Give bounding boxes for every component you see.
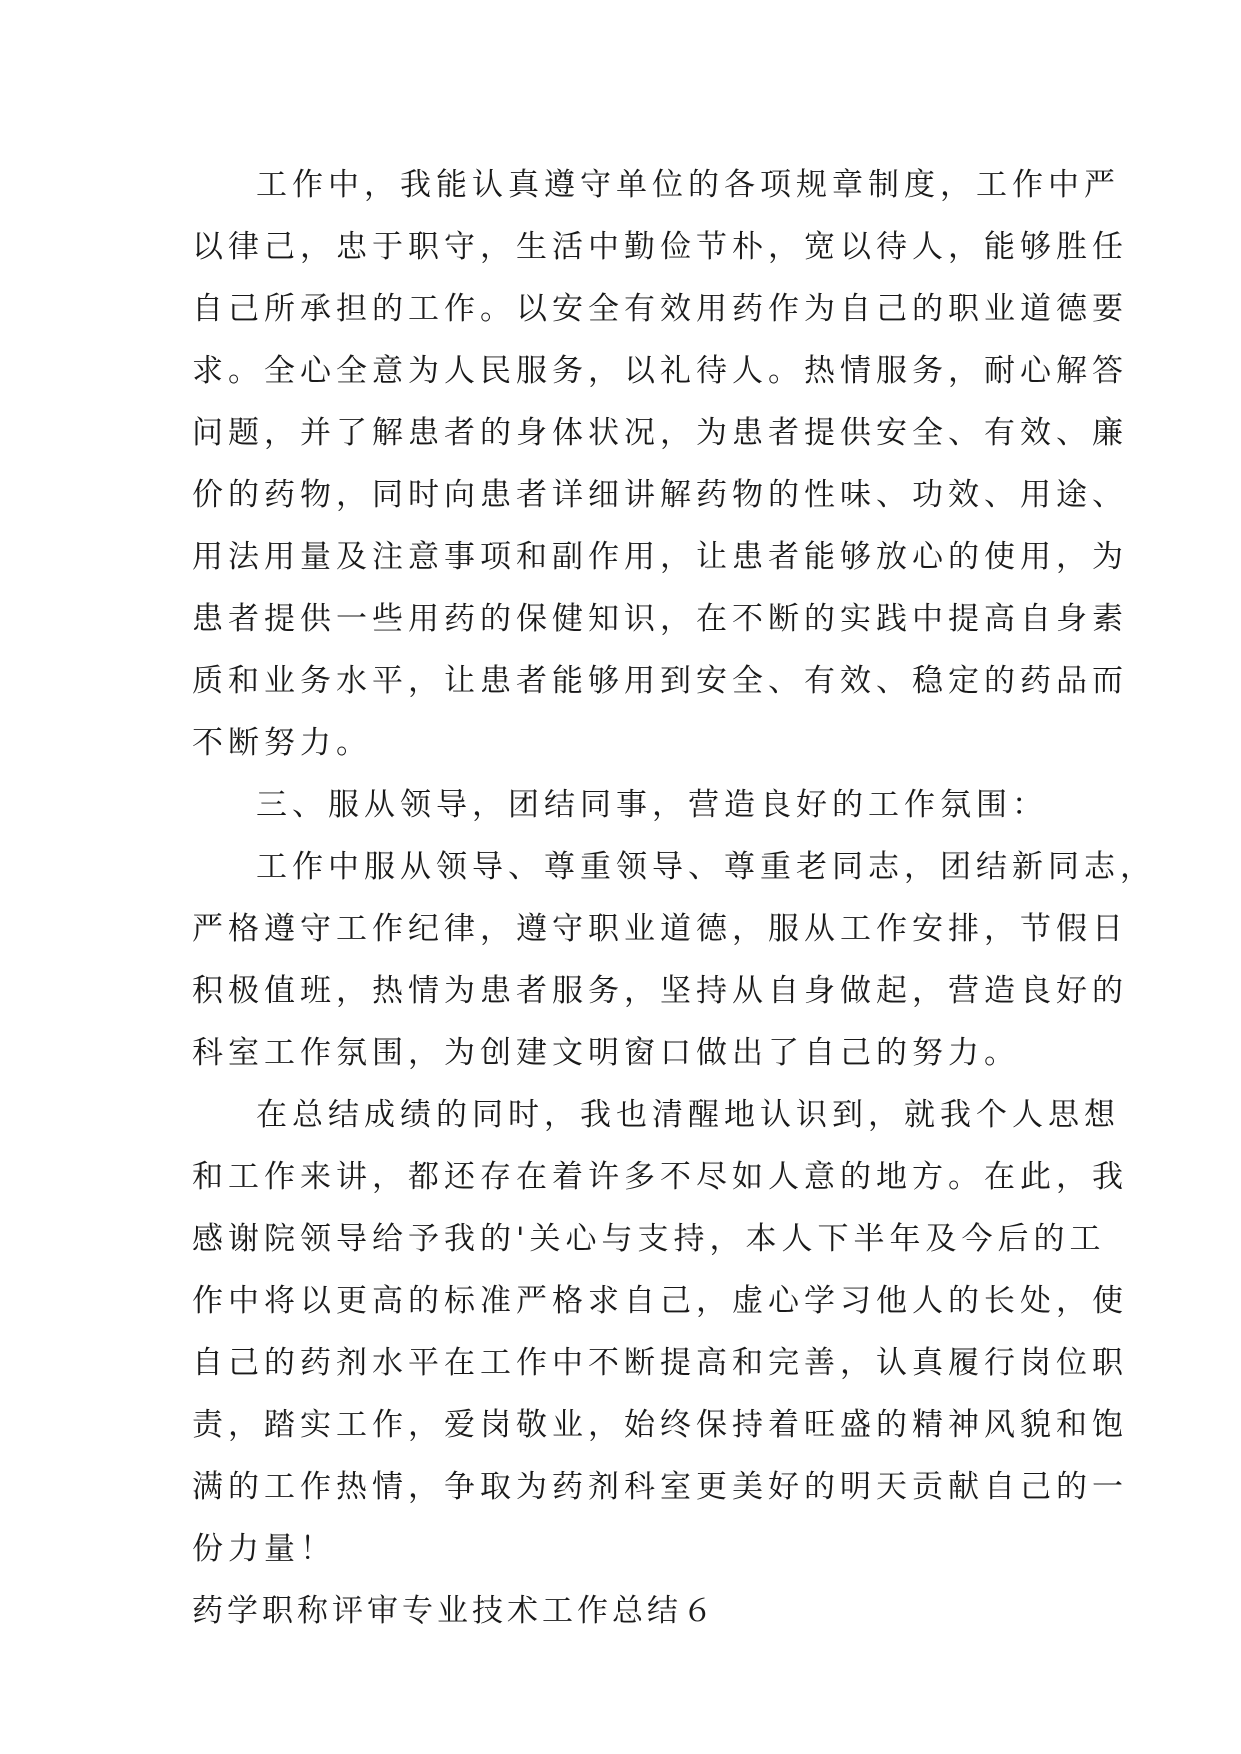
text-line: 工作中，我能认真遵守单位的各项规章制度，工作中严 xyxy=(256,167,1120,203)
text-line: 满的工作热情，争取为药剂科室更美好的明天贡献自己的一 xyxy=(192,1469,1128,1505)
text-line: 以律己，忠于职守，生活中勤俭节朴，宽以待人，能够胜任 xyxy=(192,229,1128,265)
text-line: 自己的药剂水平在工作中不断提高和完善，认真履行岗位职 xyxy=(192,1345,1128,1381)
document-body xyxy=(192,154,1156,1642)
text-line: 责，踏实工作，爱岗敬业，始终保持着旺盛的精神风貌和饱 xyxy=(192,1407,1128,1443)
text-line: 求。全心全意为人民服务，以礼待人。热情服务，耐心解答 xyxy=(192,353,1128,389)
text-line: 不断努力。 xyxy=(192,725,372,761)
text-line: 严格遵守工作纪律，遵守职业道德，服从工作安排，节假日 xyxy=(192,911,1128,947)
text-line: 自己所承担的工作。以安全有效用药作为自己的职业道德要 xyxy=(192,291,1128,327)
text-line: 科室工作氛围，为创建文明窗口做出了自己的努力。 xyxy=(192,1035,1020,1071)
text-line: 感谢院领导给予我的'关心与支持，本人下半年及今后的工 xyxy=(192,1221,1106,1257)
document-title: 药学职称评审专业技术工作总结６ xyxy=(192,1593,717,1629)
text-line: 在总结成绩的同时，我也清醒地认识到，就我个人思想 xyxy=(256,1097,1120,1133)
text-line: 和工作来讲，都还存在着许多不尽如人意的地方。在此，我 xyxy=(192,1159,1128,1195)
text-line: 份力量！ xyxy=(192,1531,336,1567)
text-line: 质和业务水平，让患者能够用到安全、有效、稳定的药品而 xyxy=(192,663,1128,699)
text-line: 积极值班，热情为患者服务，坚持从自身做起，营造良好的 xyxy=(192,973,1128,1009)
text-line: 问题，并了解患者的身体状况，为患者提供安全、有效、廉 xyxy=(192,415,1128,451)
section-heading: 三、服从领导，团结同事，营造良好的工作氛围： xyxy=(256,787,1048,823)
text-line: 价的药物，同时向患者详细讲解药物的性味、功效、用途、 xyxy=(192,477,1128,513)
text-line: 用法用量及注意事项和副作用，让患者能够放心的使用，为 xyxy=(192,539,1128,575)
text-line: 作中将以更高的标准严格求自己，虚心学习他人的长处，使 xyxy=(192,1283,1128,1319)
text-line: 患者提供一些用药的保健知识，在不断的实践中提高自身素 xyxy=(192,601,1128,637)
text-line: 工作中服从领导、尊重领导、尊重老同志，团结新同志， xyxy=(256,849,1156,885)
